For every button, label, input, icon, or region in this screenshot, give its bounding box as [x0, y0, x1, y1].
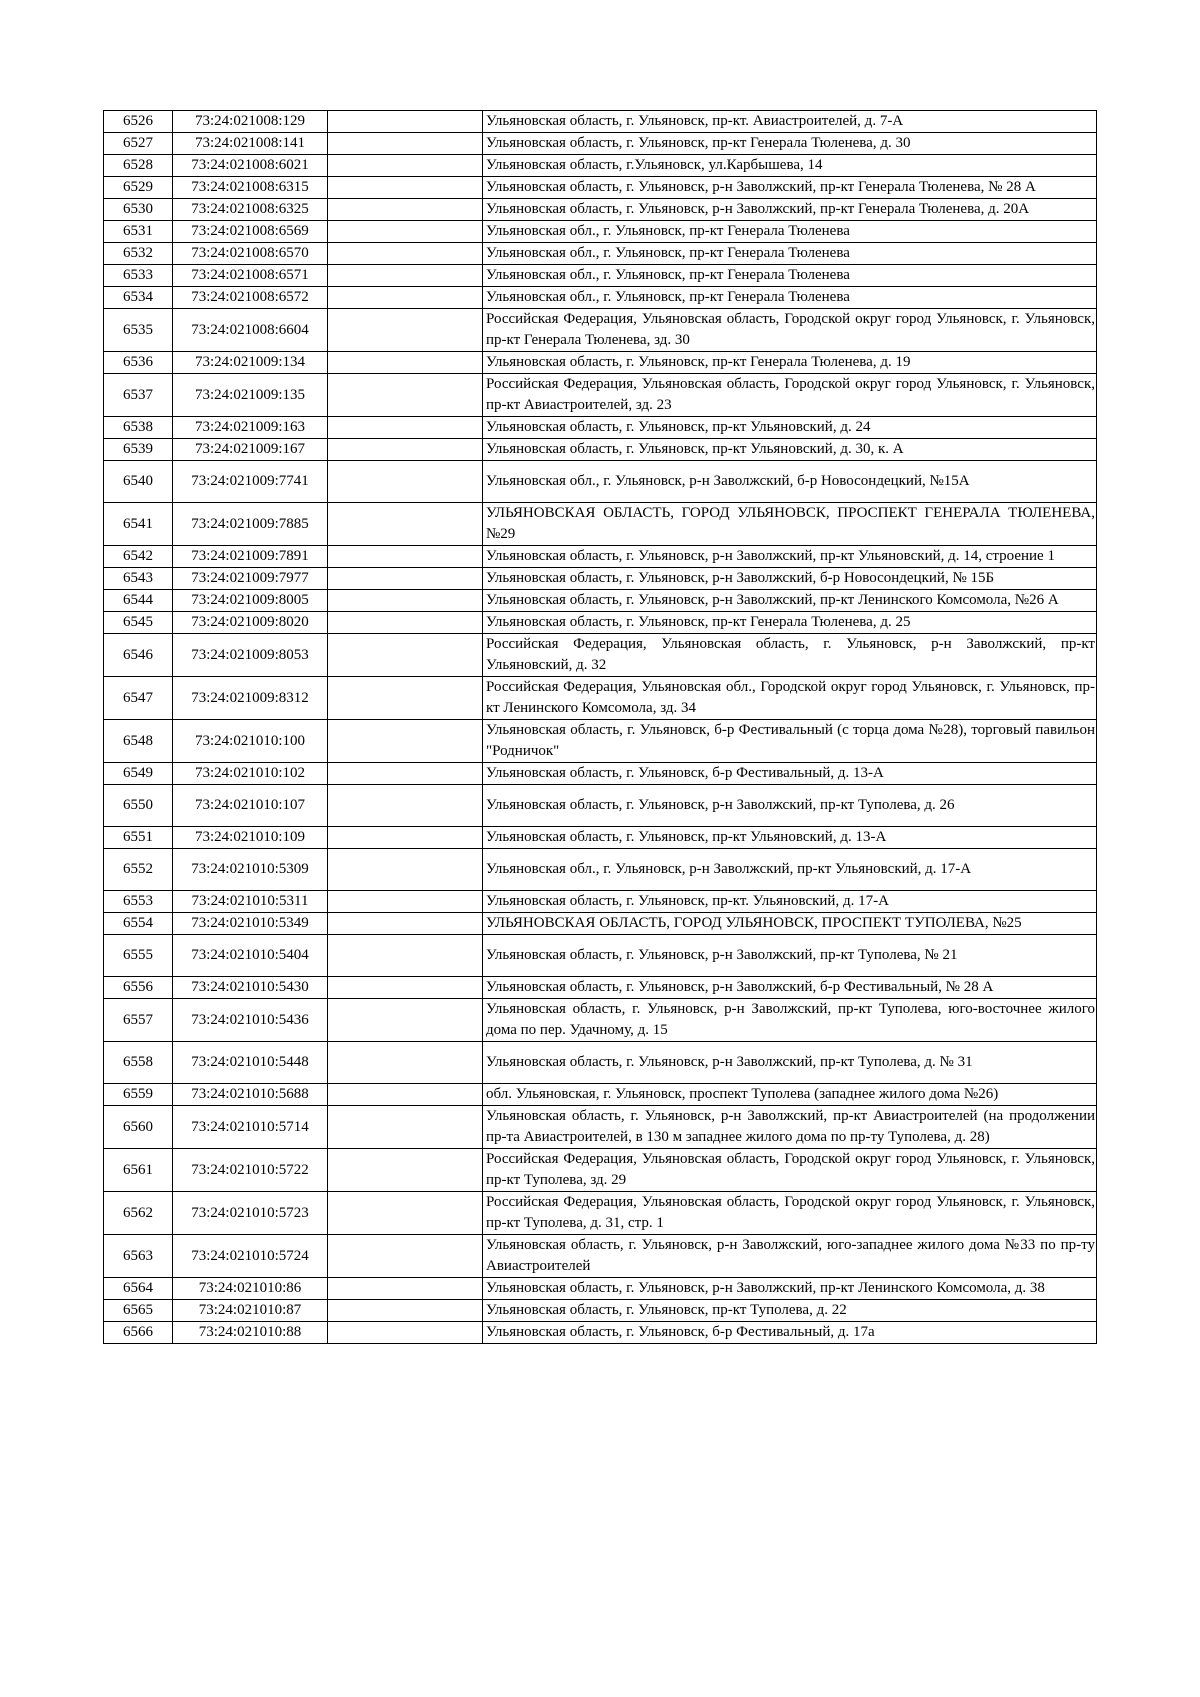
cadastral-number-cell: 73:24:021008:6572: [173, 287, 328, 309]
address-cell: Ульяновская область, г. Ульяновск, р-н Заволжский, пр-кт Туполева, юго-восточнее жилого дома по пер. Удачному, д. 15: [483, 999, 1097, 1042]
table-row: [104, 352, 1097, 374]
row-number-cell: 6564: [104, 1278, 173, 1300]
empty-cell: [328, 677, 483, 720]
table-row: [104, 287, 1097, 309]
row-number-cell: 6534: [104, 287, 173, 309]
address-cell: Ульяновская обл., г. Ульяновск, пр-кт Генерала Тюленева: [483, 221, 1097, 243]
cadastral-number-cell: 73:24:021010:5724: [173, 1235, 328, 1278]
cadastral-number-cell: 73:24:021010:5714: [173, 1106, 328, 1149]
row-number-cell: 6548: [104, 720, 173, 763]
empty-cell: [328, 785, 483, 827]
address-cell: Ульяновская область, г. Ульяновск, р-н Заволжский, б-р Новосондецкий, № 15Б: [483, 568, 1097, 590]
address-cell: Ульяновская область, г. Ульяновск, пр-кт. Ульяновский, д. 17-А: [483, 891, 1097, 913]
row-number-cell: 6528: [104, 155, 173, 177]
row-number-cell: 6553: [104, 891, 173, 913]
row-number-cell: 6542: [104, 546, 173, 568]
table-row: [104, 546, 1097, 568]
cadastral-number-cell: 73:24:021010:5309: [173, 849, 328, 891]
cadastral-number-cell: 73:24:021009:7891: [173, 546, 328, 568]
address-cell: Российская Федерация, Ульяновская обл., Городской округ город Ульяновск, г. Ульяновск, пр-кт Ленинского Комсомола, зд. 34: [483, 677, 1097, 720]
address-cell: Ульяновская область, г. Ульяновск, пр-кт Ульяновский, д. 24: [483, 417, 1097, 439]
row-number-cell: 6551: [104, 827, 173, 849]
row-number-cell: 6549: [104, 763, 173, 785]
row-number-cell: 6529: [104, 177, 173, 199]
row-number-cell: 6526: [104, 111, 173, 133]
cadastral-number-cell: 73:24:021009:7977: [173, 568, 328, 590]
row-number-cell: 6556: [104, 977, 173, 999]
table-row: [104, 1149, 1097, 1192]
row-number-cell: 6566: [104, 1322, 173, 1344]
cadastral-number-cell: 73:24:021009:8053: [173, 634, 328, 677]
row-number-cell: 6559: [104, 1084, 173, 1106]
empty-cell: [328, 221, 483, 243]
empty-cell: [328, 461, 483, 503]
row-number-cell: 6547: [104, 677, 173, 720]
address-cell: Российская Федерация, Ульяновская область, г. Ульяновск, р-н Заволжский, пр-кт Ульяновский, д. 32: [483, 634, 1097, 677]
table-row: [104, 155, 1097, 177]
row-number-cell: 6545: [104, 612, 173, 634]
cadastral-number-cell: 73:24:021009:135: [173, 374, 328, 417]
table-row: [104, 177, 1097, 199]
row-number-cell: 6538: [104, 417, 173, 439]
empty-cell: [328, 568, 483, 590]
address-cell: Ульяновская обл., г. Ульяновск, пр-кт Генерала Тюленева: [483, 243, 1097, 265]
table-row: [104, 374, 1097, 417]
registry-table-body: [104, 111, 1097, 1344]
cadastral-number-cell: 73:24:021010:100: [173, 720, 328, 763]
row-number-cell: 6531: [104, 221, 173, 243]
empty-cell: [328, 287, 483, 309]
row-number-cell: 6550: [104, 785, 173, 827]
table-row: [104, 1084, 1097, 1106]
cadastral-number-cell: 73:24:021008:6325: [173, 199, 328, 221]
cadastral-number-cell: 73:24:021008:6021: [173, 155, 328, 177]
row-number-cell: 6527: [104, 133, 173, 155]
cadastral-number-cell: 73:24:021010:5436: [173, 999, 328, 1042]
row-number-cell: 6563: [104, 1235, 173, 1278]
table-row: [104, 309, 1097, 352]
address-cell: Ульяновская область, г. Ульяновск, пр-кт Генерала Тюленева, д. 19: [483, 352, 1097, 374]
address-cell: Ульяновская область, г. Ульяновск, р-н Заволжский, пр-кт Ленинского Комсомола, №26 А: [483, 590, 1097, 612]
table-row: [104, 417, 1097, 439]
empty-cell: [328, 827, 483, 849]
empty-cell: [328, 1278, 483, 1300]
table-row: [104, 720, 1097, 763]
empty-cell: [328, 1192, 483, 1235]
address-cell: Российская Федерация, Ульяновская область, Городской округ город Ульяновск, г. Ульяновск, пр-кт Туполева, д. 31, стр. 1: [483, 1192, 1097, 1235]
address-cell: Ульяновская область, г. Ульяновск, пр-кт Генерала Тюленева, д. 25: [483, 612, 1097, 634]
cadastral-number-cell: 73:24:021010:109: [173, 827, 328, 849]
table-row: [104, 461, 1097, 503]
empty-cell: [328, 417, 483, 439]
row-number-cell: 6537: [104, 374, 173, 417]
address-cell: УЛЬЯНОВСКАЯ ОБЛАСТЬ, ГОРОД УЛЬЯНОВСК, ПРОСПЕКТ ГЕНЕРАЛА ТЮЛЕНЕВА, №29: [483, 503, 1097, 546]
row-number-cell: 6555: [104, 935, 173, 977]
table-row: [104, 634, 1097, 677]
empty-cell: [328, 546, 483, 568]
table-row: [104, 243, 1097, 265]
address-cell: Ульяновская область, г. Ульяновск, р-н Заволжский, юго-западнее жилого дома №33 по пр-ту Авиастроителей: [483, 1235, 1097, 1278]
empty-cell: [328, 243, 483, 265]
table-row: [104, 1235, 1097, 1278]
table-row: [104, 221, 1097, 243]
address-cell: Ульяновская область, г. Ульяновск, р-н Заволжский, пр-кт Генерала Тюленева, № 28 А: [483, 177, 1097, 199]
table-row: [104, 763, 1097, 785]
table-row: [104, 827, 1097, 849]
row-number-cell: 6530: [104, 199, 173, 221]
cadastral-number-cell: 73:24:021008:6571: [173, 265, 328, 287]
row-number-cell: 6560: [104, 1106, 173, 1149]
address-cell: Российская Федерация, Ульяновская область, Городской округ город Ульяновск, г. Ульяновск, пр-кт Туполева, зд. 29: [483, 1149, 1097, 1192]
cadastral-number-cell: 73:24:021009:7885: [173, 503, 328, 546]
cadastral-number-cell: 73:24:021010:102: [173, 763, 328, 785]
cadastral-number-cell: 73:24:021008:141: [173, 133, 328, 155]
cadastral-number-cell: 73:24:021010:107: [173, 785, 328, 827]
address-cell: Ульяновская область, г. Ульяновск, р-н Заволжский, пр-кт Ульяновский, д. 14, строение 1: [483, 546, 1097, 568]
address-cell: Ульяновская область, г. Ульяновск, р-н Заволжский, б-р Фестивальный, № 28 А: [483, 977, 1097, 999]
table-row: [104, 439, 1097, 461]
address-cell: Ульяновская область, г. Ульяновск, б-р Фестивальный, д. 17а: [483, 1322, 1097, 1344]
table-row: [104, 891, 1097, 913]
table-row: [104, 133, 1097, 155]
row-number-cell: 6543: [104, 568, 173, 590]
cadastral-number-cell: 73:24:021010:5723: [173, 1192, 328, 1235]
address-cell: Ульяновская область, г. Ульяновск, пр-кт Ульяновский, д. 30, к. А: [483, 439, 1097, 461]
empty-cell: [328, 999, 483, 1042]
table-row: [104, 977, 1097, 999]
empty-cell: [328, 849, 483, 891]
registry-table: [103, 110, 1097, 1344]
empty-cell: [328, 352, 483, 374]
cadastral-number-cell: 73:24:021010:86: [173, 1278, 328, 1300]
address-cell: Ульяновская область, г. Ульяновск, р-н Заволжский, пр-кт Туполева, д. 26: [483, 785, 1097, 827]
row-number-cell: 6557: [104, 999, 173, 1042]
row-number-cell: 6536: [104, 352, 173, 374]
table-row: [104, 999, 1097, 1042]
cadastral-number-cell: 73:24:021010:5349: [173, 913, 328, 935]
address-cell: Ульяновская обл., г. Ульяновск, пр-кт Генерала Тюленева: [483, 265, 1097, 287]
cadastral-number-cell: 73:24:021009:8020: [173, 612, 328, 634]
empty-cell: [328, 977, 483, 999]
row-number-cell: 6539: [104, 439, 173, 461]
cadastral-number-cell: 73:24:021010:5311: [173, 891, 328, 913]
empty-cell: [328, 913, 483, 935]
address-cell: Ульяновская область, г.Ульяновск, ул.Карбышева, 14: [483, 155, 1097, 177]
table-row: [104, 1042, 1097, 1084]
cadastral-number-cell: 73:24:021009:8005: [173, 590, 328, 612]
empty-cell: [328, 1235, 483, 1278]
cadastral-number-cell: 73:24:021010:5430: [173, 977, 328, 999]
row-number-cell: 6565: [104, 1300, 173, 1322]
cadastral-number-cell: 73:24:021010:5722: [173, 1149, 328, 1192]
cadastral-number-cell: 73:24:021010:5448: [173, 1042, 328, 1084]
row-number-cell: 6562: [104, 1192, 173, 1235]
address-cell: Ульяновская область, г. Ульяновск, р-н Заволжский, пр-кт Генерала Тюленева, д. 20А: [483, 199, 1097, 221]
empty-cell: [328, 503, 483, 546]
table-row: [104, 612, 1097, 634]
table-row: [104, 503, 1097, 546]
empty-cell: [328, 1300, 483, 1322]
empty-cell: [328, 265, 483, 287]
cadastral-number-cell: 73:24:021009:167: [173, 439, 328, 461]
cadastral-number-cell: 73:24:021009:134: [173, 352, 328, 374]
empty-cell: [328, 374, 483, 417]
table-row: [104, 935, 1097, 977]
table-row: [104, 913, 1097, 935]
table-row: [104, 1192, 1097, 1235]
table-row: [104, 677, 1097, 720]
empty-cell: [328, 763, 483, 785]
row-number-cell: 6532: [104, 243, 173, 265]
empty-cell: [328, 1149, 483, 1192]
address-cell: Ульяновская область, г. Ульяновск, р-н Заволжский, пр-кт Туполева, д. № 31: [483, 1042, 1097, 1084]
empty-cell: [328, 1042, 483, 1084]
address-cell: Ульяновская область, г. Ульяновск, пр-кт Туполева, д. 22: [483, 1300, 1097, 1322]
empty-cell: [328, 891, 483, 913]
empty-cell: [328, 590, 483, 612]
address-cell: Ульяновская обл., г. Ульяновск, р-н Заволжский, б-р Новосондецкий, №15А: [483, 461, 1097, 503]
table-row: [104, 1300, 1097, 1322]
table-row: [104, 1278, 1097, 1300]
row-number-cell: 6554: [104, 913, 173, 935]
empty-cell: [328, 439, 483, 461]
row-number-cell: 6541: [104, 503, 173, 546]
table-row: [104, 568, 1097, 590]
table-row: [104, 849, 1097, 891]
cadastral-number-cell: 73:24:021008:129: [173, 111, 328, 133]
address-cell: УЛЬЯНОВСКАЯ ОБЛАСТЬ, ГОРОД УЛЬЯНОВСК, ПРОСПЕКТ ТУПОЛЕВА, №25: [483, 913, 1097, 935]
address-cell: Ульяновская область, г. Ульяновск, пр-кт Генерала Тюленева, д. 30: [483, 133, 1097, 155]
address-cell: Ульяновская область, г. Ульяновск, пр-кт Ульяновский, д. 13-А: [483, 827, 1097, 849]
row-number-cell: 6561: [104, 1149, 173, 1192]
address-cell: обл. Ульяновская, г. Ульяновск, проспект Туполева (западнее жилого дома №26): [483, 1084, 1097, 1106]
cadastral-number-cell: 73:24:021009:163: [173, 417, 328, 439]
address-cell: Ульяновская обл., г. Ульяновск, р-н Заволжский, пр-кт Ульяновский, д. 17-А: [483, 849, 1097, 891]
table-row: [104, 590, 1097, 612]
row-number-cell: 6540: [104, 461, 173, 503]
address-cell: Российская Федерация, Ульяновская область, Городской округ город Ульяновск, г. Ульяновск, пр-кт Генерала Тюленева, зд. 30: [483, 309, 1097, 352]
address-cell: Ульяновская область, г. Ульяновск, б-р Фестивальный, д. 13-А: [483, 763, 1097, 785]
row-number-cell: 6558: [104, 1042, 173, 1084]
empty-cell: [328, 199, 483, 221]
address-cell: Ульяновская область, г. Ульяновск, р-н Заволжский, пр-кт Туполева, № 21: [483, 935, 1097, 977]
empty-cell: [328, 1106, 483, 1149]
table-row: [104, 111, 1097, 133]
empty-cell: [328, 1084, 483, 1106]
cadastral-number-cell: 73:24:021010:5404: [173, 935, 328, 977]
row-number-cell: 6535: [104, 309, 173, 352]
cadastral-number-cell: 73:24:021010:5688: [173, 1084, 328, 1106]
empty-cell: [328, 935, 483, 977]
table-row: [104, 785, 1097, 827]
table-row: [104, 1106, 1097, 1149]
empty-cell: [328, 634, 483, 677]
row-number-cell: 6552: [104, 849, 173, 891]
cadastral-number-cell: 73:24:021010:87: [173, 1300, 328, 1322]
empty-cell: [328, 155, 483, 177]
cadastral-number-cell: 73:24:021010:88: [173, 1322, 328, 1344]
row-number-cell: 6544: [104, 590, 173, 612]
cadastral-number-cell: 73:24:021008:6570: [173, 243, 328, 265]
address-cell: Ульяновская область, г. Ульяновск, р-н Заволжский, пр-кт Авиастроителей (на продолжении пр-та Авиастроителей, в 130 м западнее жилого дома по пр-ту Туполева, д. 28): [483, 1106, 1097, 1149]
empty-cell: [328, 612, 483, 634]
address-cell: Ульяновская обл., г. Ульяновск, пр-кт Генерала Тюленева: [483, 287, 1097, 309]
empty-cell: [328, 720, 483, 763]
row-number-cell: 6546: [104, 634, 173, 677]
cadastral-number-cell: 73:24:021008:6569: [173, 221, 328, 243]
cadastral-number-cell: 73:24:021009:7741: [173, 461, 328, 503]
cadastral-number-cell: 73:24:021008:6604: [173, 309, 328, 352]
address-cell: Российская Федерация, Ульяновская область, Городской округ город Ульяновск, г. Ульяновск, пр-кт Авиастроителей, зд. 23: [483, 374, 1097, 417]
table-row: [104, 265, 1097, 287]
empty-cell: [328, 111, 483, 133]
address-cell: Ульяновская область, г. Ульяновск, р-н Заволжский, пр-кт Ленинского Комсомола, д. 38: [483, 1278, 1097, 1300]
cadastral-number-cell: 73:24:021009:8312: [173, 677, 328, 720]
address-cell: Ульяновская область, г. Ульяновск, пр-кт. Авиастроителей, д. 7-А: [483, 111, 1097, 133]
empty-cell: [328, 1322, 483, 1344]
address-cell: Ульяновская область, г. Ульяновск, б-р Фестивальный (с торца дома №28), торговый павильон "Родничок": [483, 720, 1097, 763]
empty-cell: [328, 177, 483, 199]
row-number-cell: 6533: [104, 265, 173, 287]
empty-cell: [328, 133, 483, 155]
table-row: [104, 199, 1097, 221]
cadastral-number-cell: 73:24:021008:6315: [173, 177, 328, 199]
table-row: [104, 1322, 1097, 1344]
empty-cell: [328, 309, 483, 352]
